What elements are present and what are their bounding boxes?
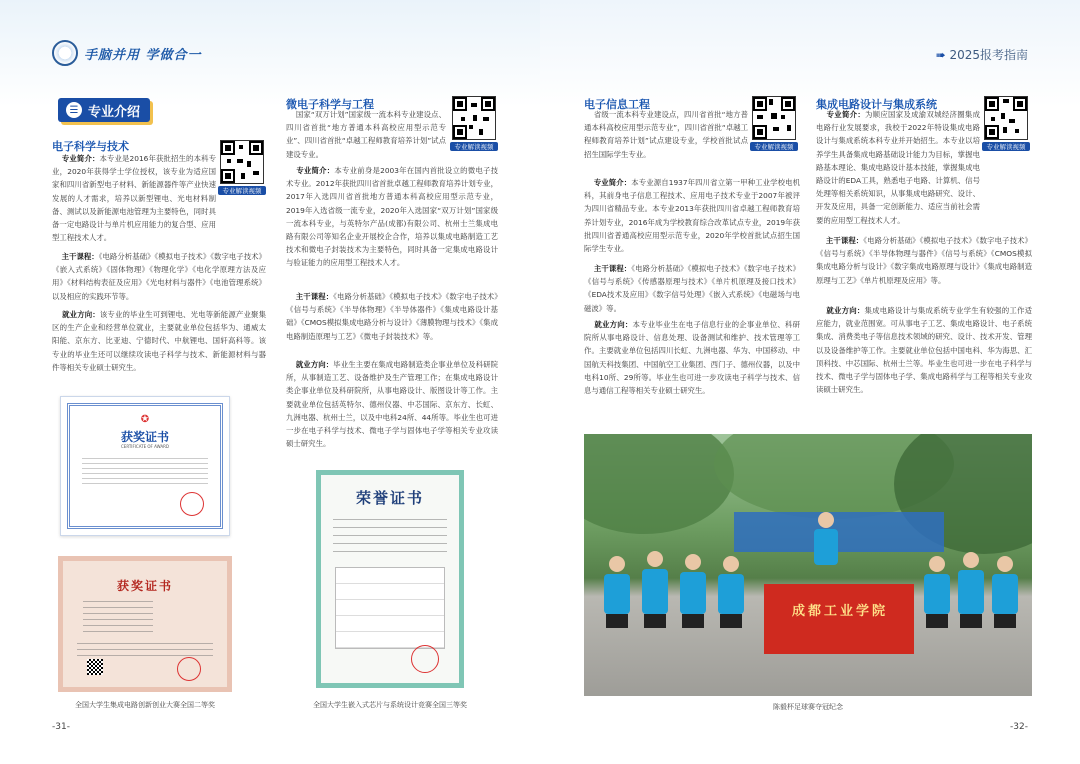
courses-electronic-science <box>52 250 266 303</box>
qr-code-icon <box>753 97 795 139</box>
intro-text: 为顺应国家及成渝双城经济圈集成电路行业发展要求，我校于2022年特设集成电路设计与集成系统本科专业并开始招生。本专业以培养学生具备集成电路基础设计能力为目标，掌握电路基本理论、集成电路设计基本技能，掌握集成电路设计的EDA工具，熟悉电子电路、计算机、信号处理等相关系统知识，从事集成电路研究、设计、开发及应用，具备一定创新能力、适应当前社会需要的应用型工程技术人才。 <box>816 110 980 225</box>
pre-info-engineering <box>584 108 748 161</box>
intro-text: 本专业源自1937年四川省立第一甲种工业学校电机科，其前身电子信息工程技术、应用电子技术专业于2007年被评为四川省精品专业。本专业2013年获批四川省卓越工程师教育培养计划专业，2016年成为学校教育综合改革试点专业，2019年获批四川省普通高校应用型示范专业，2020年学校首批试点招生国际学生专业。 <box>584 178 800 254</box>
certificate-award-1 <box>60 396 230 536</box>
certificate-honor <box>316 470 464 688</box>
qr-code[interactable] <box>452 96 496 140</box>
cert2-qr-code <box>87 659 103 675</box>
major-title-ic-design: 集成电路设计与集成系统 <box>816 98 937 111</box>
career-electronic-science <box>52 308 266 374</box>
qr-code-icon <box>221 141 263 183</box>
qr-code-icon <box>453 97 495 139</box>
intro-label: 专业简介： <box>296 166 335 175</box>
cert1-subtitle: CERTIFICATE OF AWARD <box>121 444 169 449</box>
intro-label: 专业简介： <box>826 110 865 119</box>
guide-text: 2025报考指南 <box>949 48 1028 62</box>
courses-text: 《电路分析基础》《模拟电子技术》《数字电子技术》《嵌入式系统》《固体物理》《物理化学》《电化学原理方法及应用》《材料结构表征及应用》《光电材料与器件》《电池管理系统》以及相应的实践环节等。 <box>52 252 266 301</box>
courses-label: 主干课程： <box>593 264 632 273</box>
intro-ic-design <box>816 108 980 227</box>
career-text: 集成电路设计与集成系统专业学生有较强的工作适应能力，就业范围宽。可从事电子工艺、集成电路设计、电子系统集成、消费类电子等信息技术领域的研究、设计、技术开发、管理以及设备维护等工作。主要就业单位包括中国电科、华为海思、汇顶科技、中芯国际、杭州士兰等。毕业生也可进一步在电子科学与技术、微电子学与固体电子学、集成电路科学与工程等相关专业攻读硕士研究生。 <box>816 306 1032 395</box>
courses-text: 《电路分析基础》《模拟电子技术》《数字电子技术》《信号与系统》《半导体物理》《半导体器件》《集成电路设计基础》《CMOS模拟集成电路分析与设计》《薄膜物理与技术》《集成电路制造原理与工艺》《微电子封装技术》等。 <box>286 292 498 341</box>
courses-microelectronics <box>286 290 498 343</box>
intro-text: 本专业是2016年获批招生的本科专业，2020年获得学士学位授权，该专业为适应国家和四川省新型电子材料、新能源器件等产业快速发展的人才需求，培养以新型锂电、光电材料制备、测试以及新能源电池管理为主要特色，同时具备一定电路设计与单片机应用能力的复合型、应用型工程技术人才。 <box>52 154 216 243</box>
courses-label: 主干课程： <box>295 292 334 301</box>
career-label: 就业方向： <box>826 306 865 315</box>
cert1-seal <box>180 492 204 516</box>
qr-label: 专业解读视频 <box>982 142 1030 151</box>
cert1-title: 获奖证书 <box>120 430 169 444</box>
career-ic-design <box>816 304 1032 396</box>
courses-text: 《电路分析基础》《模拟电子技术》《数字电子技术》《信号与系统》《传感器原理与技术》《单片机原理及接口技术》《EDA技术及应用》《数字信号处理》《嵌入式系统》《电磁场与电磁波》等。 <box>584 264 800 313</box>
right-page <box>540 0 1080 764</box>
cert2-title: 获奖证书 <box>116 579 173 593</box>
qr-code[interactable] <box>752 96 796 140</box>
cert3-seal <box>411 645 439 673</box>
intro-info-engineering <box>584 176 800 255</box>
cert3-title: 荣誉证书 <box>355 489 424 507</box>
career-text: 该专业的毕业生可到锂电、光电等新能源产业聚集区的生产企业和经营单位就业，主要就业单位包括华为、通威太阳能、京东方、比亚迪、宁德时代、中航锂电、国轩高科等。该专业的毕业生还可以继续攻读电子科学与技术、新能源材料与器件等相关专业硕士研究生。 <box>52 310 266 372</box>
qr-code-icon <box>985 97 1027 139</box>
career-label: 就业方向： <box>62 310 100 319</box>
intro-electronic-science <box>52 152 216 244</box>
qr-code[interactable] <box>984 96 1028 140</box>
major-title-electronic-science: 电子科学与技术 <box>52 140 129 153</box>
badge-icon: ☰ <box>66 102 82 118</box>
major-title-info-engineering: 电子信息工程 <box>584 98 650 111</box>
courses-label: 主干课程： <box>61 252 99 261</box>
qr-label: 专业解读视频 <box>750 142 798 151</box>
courses-ic-design <box>816 234 1032 287</box>
caption-cert-2: 全国大学生集成电路创新创业大赛全国二等奖 <box>75 701 215 709</box>
intro-text: 本专业前身是2003年在国内首批设立的微电子技术专业。2012年获批四川省首批卓越工程师教育培养计划专业，2017年入选四川省首批地方普通本科高校应用型示范专业，2019年入选省级一流专业，2020年入选国家“双万计划”国家级一流本科专业，与英特尔产品(成都)有限公司、杭州士兰集成电路有限公司等知名企业开展校企合作，培养以集成电路制造工艺技术和微电子封装技术为主要特色，同时具备一定集成电路设计与验证能力的应用型工程技术人才。 <box>286 166 498 268</box>
award-emblem-icon: ✪ <box>140 414 150 425</box>
cert2-text-lines <box>83 601 153 637</box>
courses-text: 《电路分析基础》《模拟电子技术》《数字电子技术》《信号与系统》《半导体物理与器件》《信号与系统》《CMOS模拟集成电路分析与设计》《数字集成电路原理与设计》《集成电路制造原理与工艺》《单片机原理及应用》等。 <box>816 236 1032 285</box>
pre-text: 省级一流本科专业建设点，四川省首批“地方普通本科高校应用型示范专业”，四川省首批“卓越工程师教育培养计划”试点建设专业，学校首批试点招生国际学生专业。 <box>584 110 748 159</box>
cert1-text-lines <box>82 458 208 488</box>
university-logo <box>52 40 78 66</box>
caption-cert-3: 全国大学生嵌入式芯片与系统设计竞赛全国三等奖 <box>313 701 467 709</box>
cert3-table <box>335 567 445 649</box>
pre-text: 国家“双万计划”国家级一流本科专业建设点、四川省首批“地方普通本科高校应用型示范专业”、四川省首批“卓越工程师教育培养计划”试点建设专业。 <box>286 110 446 159</box>
career-text: 本专业毕业生在电子信息行业的企事业单位、科研院所从事电路设计、信息处理、设备测试和维护、技术管理等工作。主要就业单位包括四川长虹、九洲电器、华为、中国移动、中国航天科技集团、中国航空工业集团、西门子、德州仪器，以及中电科10所、29所等。毕业生也可进一步攻读电子科学与技术、信息与通信工程等相关专业硕士研究生。 <box>584 320 800 396</box>
intro-microelectronics <box>286 164 498 270</box>
section-badge-label: 专业介绍 <box>88 104 141 120</box>
major-title-microelectronics: 微电子科学与工程 <box>286 98 374 111</box>
career-info-engineering <box>584 318 800 397</box>
intro-label: 专业简介： <box>593 178 632 187</box>
career-microelectronics <box>286 358 498 450</box>
intro-label: 专业简介： <box>61 154 100 163</box>
team-photo <box>584 434 1032 696</box>
page-number-right: -32- <box>1010 722 1028 732</box>
cert2-seal <box>177 657 201 681</box>
cert3-text-lines <box>333 519 447 559</box>
pre-microelectronics <box>286 108 446 161</box>
guide-title <box>936 46 1028 63</box>
team-photo-drawing <box>584 434 1032 696</box>
motto: 手脑并用 学做合一 <box>84 48 202 63</box>
arrow-icon: ➠ <box>935 48 946 62</box>
career-label: 就业方向： <box>295 360 334 369</box>
banner-text: 成都工业学院 <box>791 604 888 619</box>
section-badge <box>58 98 150 122</box>
certificate-award-2 <box>58 556 232 692</box>
career-text: 毕业生主要在集成电路制造类企事业单位及科研院所，从事制造工艺、设备维护及生产管理工作；在集成电路设计类企事业单位及科研院所，从事电路设计、版图设计等工作。主要就业单位包括英特尔、德州仪器、中芯国际、京东方、长虹、九洲电器、杭州士兰，以及中电科24所、44所等。毕业生也可进一步在电子科学与技术、微电子学与固体电子学等相关专业攻读硕士研究生。 <box>286 360 498 449</box>
career-label: 就业方向： <box>594 320 633 329</box>
qr-code[interactable] <box>220 140 264 184</box>
courses-info-engineering <box>584 262 800 315</box>
qr-label: 专业解读视频 <box>450 142 498 151</box>
page-number-left: -31- <box>52 722 70 732</box>
cert2-text-lines-2 <box>77 643 213 657</box>
caption-photo: 陈毅杯足球赛夺冠纪念 <box>773 703 843 711</box>
qr-label: 专业解读视频 <box>218 186 266 195</box>
courses-label: 主干课程： <box>825 236 864 245</box>
